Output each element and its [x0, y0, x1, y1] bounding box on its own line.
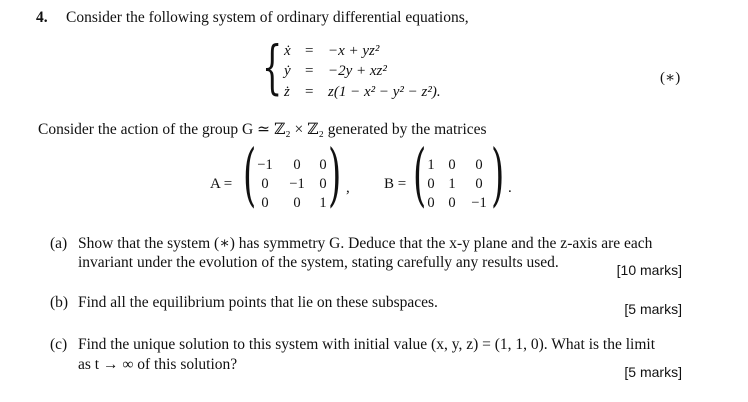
matrix-a-cell: 0: [319, 157, 327, 173]
part-b-line1: Find all the equilibrium points that lie on these subspaces.: [78, 294, 438, 311]
matrix-b-cell: 0: [475, 176, 483, 192]
part-c-line1: Find the unique solution to this system with initial value (x, y, z) = (1, 1, 0). What is the limit: [78, 336, 656, 353]
part-b-label: (b): [50, 294, 69, 311]
part-a-label: (a): [50, 235, 68, 252]
matrix-a-cell: 0: [261, 195, 269, 211]
matrix-a-cell: 0: [293, 195, 301, 211]
matrix-b-cell: 0: [427, 176, 435, 192]
matrix-a-cell: 0: [261, 176, 269, 192]
part-a-line1: Show that the system (∗) has symmetry G. Deduce that the x-y plane and the z-axis are each: [78, 235, 653, 252]
matrix-b-cell: 0: [448, 157, 456, 173]
eq3-equals: =: [305, 84, 314, 100]
matrix-a-cell: 0: [319, 176, 327, 192]
matrix-b-label: B =: [384, 176, 407, 192]
matrix-a-left-paren: (: [243, 136, 257, 215]
part-c-label: (c): [50, 336, 68, 353]
question-number: 4.: [36, 9, 48, 26]
eq1-equals: =: [305, 43, 314, 59]
eq2-lhs: ẏ: [284, 63, 291, 79]
matrix-b-cell: −1: [471, 195, 487, 211]
part-a-line2: invariant under the evolution of the system, stating carefully any results used.: [78, 254, 559, 271]
group-sentence: Consider the action of the group G ≃ ℤ₂ × ℤ₂ generated by the matrices: [38, 121, 487, 138]
matrix-b-right-paren: ): [491, 136, 505, 215]
matrix-b-period: .: [508, 180, 512, 196]
matrix-b-cell: 1: [448, 176, 456, 192]
equation-tag: (∗): [660, 70, 681, 86]
matrix-b-cell: 0: [427, 195, 435, 211]
matrix-a-cell: −1: [257, 157, 273, 173]
part-a-marks: [10 marks]: [616, 262, 682, 278]
matrix-a-right-paren: ): [328, 136, 342, 215]
matrix-b-cell: 1: [427, 157, 435, 173]
eq1-lhs: ẋ: [284, 43, 291, 59]
system-left-brace: {: [262, 33, 283, 101]
part-b-marks: [5 marks]: [624, 301, 682, 317]
matrix-a-cell: 0: [293, 157, 301, 173]
eq3-rhs: z(1 − x² − y² − z²).: [328, 84, 441, 100]
eq1-rhs: −x + yz²: [328, 43, 380, 59]
matrix-b-cell: 0: [448, 195, 456, 211]
part-c-marks: [5 marks]: [624, 364, 682, 380]
eq3-lhs: ż: [284, 84, 290, 100]
matrix-b-left-paren: (: [413, 136, 427, 215]
part-c-line2: as t → ∞ of this solution?: [78, 356, 238, 373]
matrix-a-comma: ,: [346, 180, 350, 196]
matrix-a-label: A =: [210, 176, 233, 192]
eq2-equals: =: [305, 63, 314, 79]
eq2-rhs: −2y + xz²: [328, 63, 387, 79]
matrix-a-cell: −1: [289, 176, 305, 192]
question-intro: Consider the following system of ordinary differential equations,: [66, 9, 469, 26]
matrix-a-cell: 1: [319, 195, 327, 211]
matrix-b-cell: 0: [475, 157, 483, 173]
